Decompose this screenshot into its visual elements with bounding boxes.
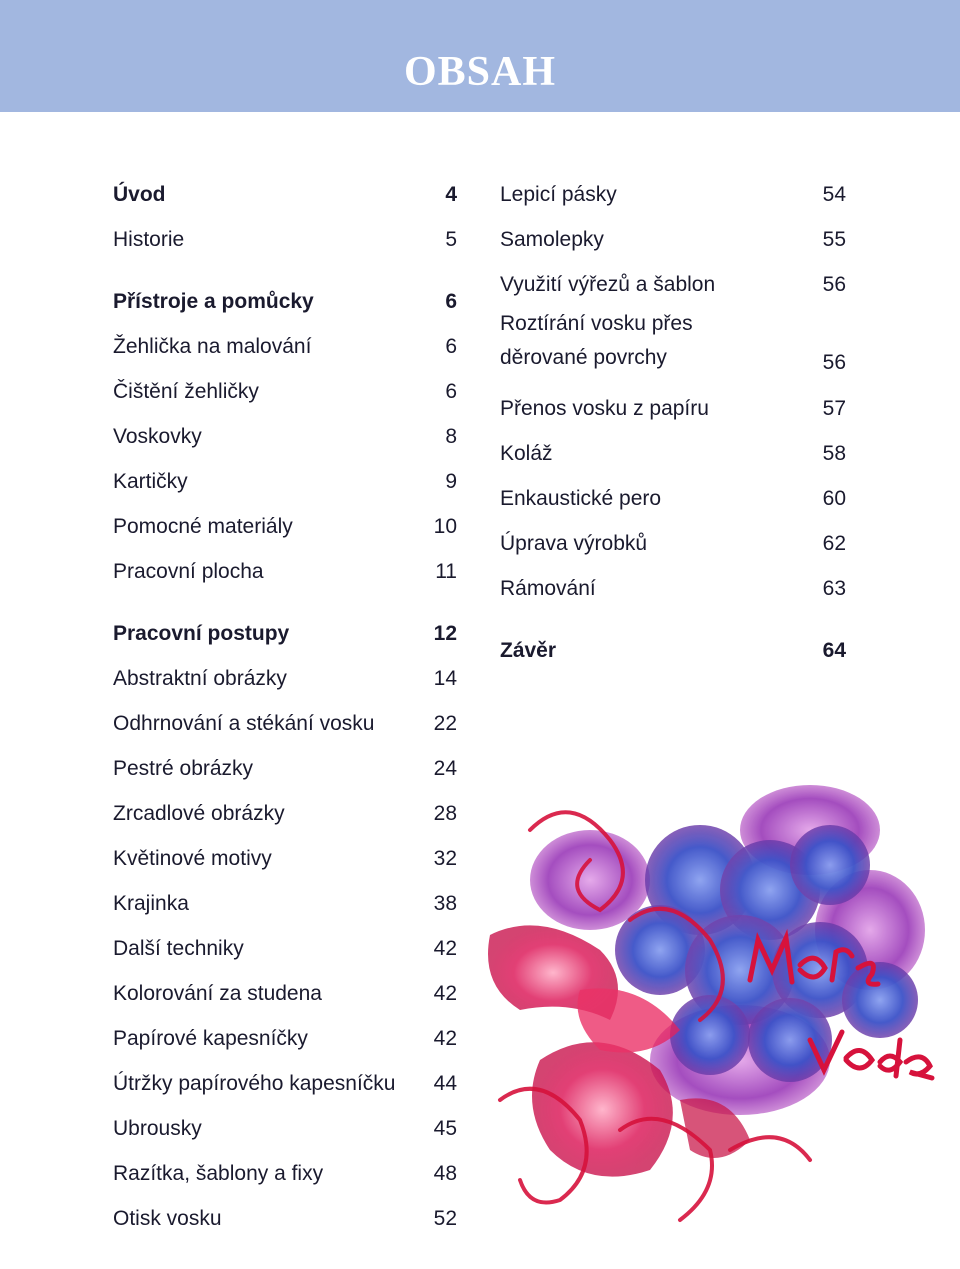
toc-entry-utrzky-papiroveho-kapesnicku	[113, 1061, 457, 1106]
wax-painting-illustration	[480, 770, 950, 1250]
toc-entry-label: Žehlička na malování	[113, 334, 312, 358]
toc-entry-page-number: 42	[433, 936, 457, 960]
toc-entry-label-line: Roztírání vosku přes	[500, 312, 693, 335]
toc-entry-page-number: 32	[433, 846, 457, 870]
toc-entry-page-number: 28	[433, 801, 457, 825]
toc-entry-page-number: 56	[822, 351, 846, 374]
toc-entry-label: Využití výřezů a šablon	[500, 272, 716, 296]
toc-entry-label: Koláž	[500, 441, 553, 465]
toc-entry-page-number: 63	[822, 576, 846, 600]
toc-entry-label: Přenos vosku z papíru	[500, 396, 709, 420]
toc-entry-lepici-pasky	[500, 172, 846, 217]
toc-entry-pristroje-a-pomucky	[113, 279, 457, 324]
toc-entry-page-number: 24	[433, 756, 457, 780]
toc-entry-zehlicka-na-malovani	[113, 324, 457, 369]
toc-entry-label	[500, 307, 693, 375]
toc-entry-zaver	[500, 628, 846, 673]
toc-entry-papirove-kapesnicky	[113, 1016, 457, 1061]
toc-entry-label: Úvod	[113, 182, 166, 206]
toc-entry-roztirani-vosku-pres	[500, 307, 846, 386]
toc-entry-label: Zrcadlové obrázky	[113, 801, 285, 825]
toc-entry-page-number: 22	[433, 711, 457, 735]
toc-entry-kvetinove-motivy	[113, 836, 457, 881]
toc-entry-samolepky	[500, 217, 846, 262]
toc-entry-page-number: 6	[445, 379, 457, 403]
toc-entry-label: Pomocné materiály	[113, 514, 293, 538]
toc-entry-page-number: 55	[822, 227, 846, 251]
toc-entry-abstraktni-obrazky	[113, 656, 457, 701]
toc-entry-label: Ubrousky	[113, 1116, 202, 1140]
toc-entry-label: Lepicí pásky	[500, 182, 617, 206]
toc-entry-uprava-vyrobku	[500, 521, 846, 566]
toc-entry-label: Historie	[113, 227, 185, 251]
toc-entry-page-number: 6	[445, 289, 457, 313]
toc-entry-pestre-obrazky	[113, 746, 457, 791]
toc-entry-uvod	[113, 172, 457, 217]
toc-entry-cisteni-zehlicky	[113, 369, 457, 414]
toc-entry-label-line: děrované povrchy	[500, 346, 667, 369]
header-band	[0, 0, 960, 112]
toc-entry-label: Úprava výrobků	[500, 531, 648, 555]
toc-entry-label: Otisk vosku	[113, 1206, 222, 1230]
toc-entry-label: Kolorování za studena	[113, 981, 322, 1005]
toc-entry-page-number: 42	[433, 1026, 457, 1050]
toc-entry-label: Samolepky	[500, 227, 604, 251]
toc-entry-label: Pestré obrázky	[113, 756, 254, 780]
toc-entry-prenos-vosku-z-papiru	[500, 386, 846, 431]
toc-entry-enkausticke-pero	[500, 476, 846, 521]
toc-entry-pracovni-plocha	[113, 549, 457, 594]
toc-entry-zrcadlove-obrazky	[113, 791, 457, 836]
toc-entry-page-number: 62	[822, 531, 846, 555]
toc-entry-page-number: 64	[822, 638, 846, 662]
toc-entry-razitka-sablony-a-fixy	[113, 1151, 457, 1196]
toc-entry-ubrousky	[113, 1106, 457, 1151]
toc-entry-ramovani	[500, 566, 846, 611]
toc-entry-label: Enkaustické pero	[500, 486, 662, 510]
toc-entry-page-number: 12	[433, 621, 457, 645]
toc-entry-label: Odhrnování a stékání vosku	[113, 711, 375, 735]
toc-entry-karticky	[113, 459, 457, 504]
toc-entry-page-number: 5	[445, 227, 457, 251]
toc-entry-pomocne-materialy	[113, 504, 457, 549]
toc-entry-label: Čištění žehličky	[113, 379, 259, 403]
toc-entry-historie	[113, 217, 457, 262]
toc-entry-page-number: 42	[433, 981, 457, 1005]
toc-entry-odhrnovani-a-stekani-vosku	[113, 701, 457, 746]
toc-entry-page-number: 6	[445, 334, 457, 358]
toc-entry-dalsi-techniky	[113, 926, 457, 971]
toc-entry-page-number: 56	[822, 272, 846, 296]
toc-entry-label: Útržky papírového kapesníčku	[113, 1071, 396, 1095]
toc-entry-page-number: 9	[445, 469, 457, 493]
toc-entry-page-number: 52	[433, 1206, 457, 1230]
toc-entry-page-number: 57	[822, 396, 846, 420]
toc-entry-label: Pracovní postupy	[113, 621, 290, 645]
toc-entry-label: Závěr	[500, 638, 557, 662]
toc-entry-page-number: 4	[445, 182, 457, 206]
toc-entry-page-number: 54	[822, 182, 846, 206]
toc-entry-voskovky	[113, 414, 457, 459]
toc-entry-kolorovani-za-studena	[113, 971, 457, 1016]
toc-entry-page-number: 44	[433, 1071, 457, 1095]
toc-entry-label: Další techniky	[113, 936, 244, 960]
toc-entry-label: Voskovky	[113, 424, 202, 448]
toc-entry-page-number: 14	[433, 666, 457, 690]
toc-entry-label: Abstraktní obrázky	[113, 666, 287, 690]
toc-entry-label: Přístroje a pomůcky	[113, 289, 314, 313]
toc-entry-krajinka	[113, 881, 457, 926]
toc-entry-label: Pracovní plocha	[113, 559, 264, 583]
toc-entry-page-number: 11	[435, 559, 457, 583]
toc-entry-label: Papírové kapesníčky	[113, 1026, 308, 1050]
toc-entry-page-number: 45	[433, 1116, 457, 1140]
toc-entry-page-number: 8	[445, 424, 457, 448]
toc-entry-kolaz	[500, 431, 846, 476]
toc-entry-page-number: 58	[822, 441, 846, 465]
toc-entry-otisk-vosku	[113, 1196, 457, 1241]
toc-entry-pracovni-postupy	[113, 611, 457, 656]
toc-entry-label: Kartičky	[113, 469, 188, 493]
toc-entry-label: Rámování	[500, 576, 596, 600]
toc-entry-label: Květinové motivy	[113, 846, 272, 870]
toc-entry-vyuziti-vyrezu-a-sablon	[500, 262, 846, 307]
toc-left-column	[113, 172, 457, 1241]
toc-entry-label: Krajinka	[113, 891, 189, 915]
toc-entry-label: Razítka, šablony a fixy	[113, 1161, 324, 1185]
page-title: OBSAH	[403, 49, 557, 95]
toc-entry-page-number: 48	[433, 1161, 457, 1185]
toc-right-column	[500, 172, 846, 673]
toc-entry-page-number: 60	[822, 486, 846, 510]
toc-entry-page-number: 38	[433, 891, 457, 915]
toc-entry-page-number: 10	[433, 514, 457, 538]
